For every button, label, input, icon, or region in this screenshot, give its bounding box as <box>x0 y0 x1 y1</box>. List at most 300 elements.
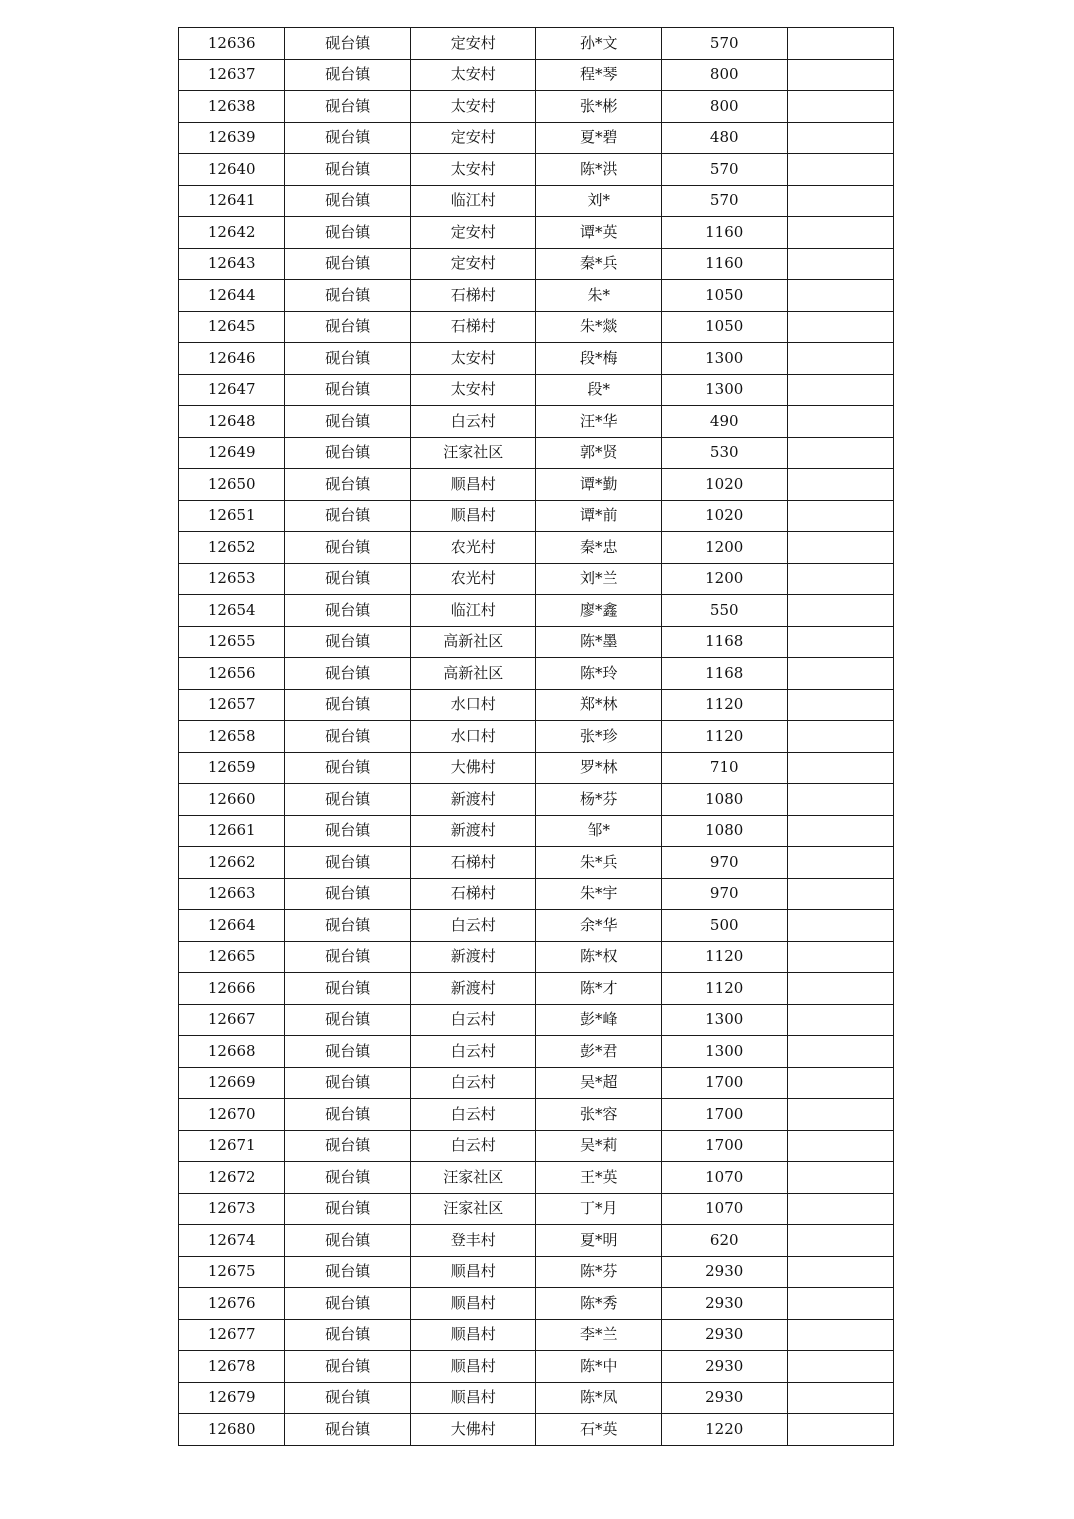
town-cell: 砚台镇 <box>285 658 411 690</box>
village-cell: 定安村 <box>410 217 536 249</box>
note-cell <box>787 122 894 154</box>
town-cell: 砚台镇 <box>285 847 411 879</box>
note-cell <box>787 1004 894 1036</box>
table-row <box>179 752 894 784</box>
village-cell: 临江村 <box>410 185 536 217</box>
town-cell: 砚台镇 <box>285 28 411 60</box>
row-number-cell: 12636 <box>179 28 285 60</box>
note-cell <box>787 1036 894 1068</box>
name-cell: 廖*鑫 <box>536 595 662 627</box>
town-cell: 砚台镇 <box>285 1319 411 1351</box>
note-cell <box>787 1288 894 1320</box>
note-cell <box>787 343 894 375</box>
village-cell: 白云村 <box>410 1099 536 1131</box>
town-cell: 砚台镇 <box>285 595 411 627</box>
table-row <box>179 59 894 91</box>
table-row <box>179 343 894 375</box>
note-cell <box>787 1067 894 1099</box>
amount-cell: 1120 <box>661 941 787 973</box>
row-number-cell: 12642 <box>179 217 285 249</box>
amount-cell: 710 <box>661 752 787 784</box>
row-number-cell: 12660 <box>179 784 285 816</box>
village-cell: 新渡村 <box>410 815 536 847</box>
note-cell <box>787 469 894 501</box>
town-cell: 砚台镇 <box>285 689 411 721</box>
village-cell: 太安村 <box>410 154 536 186</box>
table-row <box>179 658 894 690</box>
name-cell: 秦*兵 <box>536 248 662 280</box>
amount-cell: 1120 <box>661 973 787 1005</box>
village-cell: 顺昌村 <box>410 1288 536 1320</box>
row-number-cell: 12678 <box>179 1351 285 1383</box>
row-number-cell: 12674 <box>179 1225 285 1257</box>
row-number-cell: 12657 <box>179 689 285 721</box>
name-cell: 孙*文 <box>536 28 662 60</box>
note-cell <box>787 1162 894 1194</box>
note-cell <box>787 154 894 186</box>
row-number-cell: 12654 <box>179 595 285 627</box>
amount-cell: 1020 <box>661 500 787 532</box>
amount-cell: 1200 <box>661 532 787 564</box>
table-row <box>179 1414 894 1446</box>
name-cell: 郑*林 <box>536 689 662 721</box>
name-cell: 吴*超 <box>536 1067 662 1099</box>
village-cell: 高新社区 <box>410 626 536 658</box>
amount-cell: 1080 <box>661 784 787 816</box>
village-cell: 临江村 <box>410 595 536 627</box>
table-row <box>179 847 894 879</box>
note-cell <box>787 1382 894 1414</box>
table-row <box>179 1382 894 1414</box>
village-cell: 汪家社区 <box>410 437 536 469</box>
table-row <box>179 721 894 753</box>
amount-cell: 1300 <box>661 374 787 406</box>
table-row <box>179 122 894 154</box>
table-row <box>179 1162 894 1194</box>
town-cell: 砚台镇 <box>285 1067 411 1099</box>
town-cell: 砚台镇 <box>285 1099 411 1131</box>
village-cell: 顺昌村 <box>410 1382 536 1414</box>
town-cell: 砚台镇 <box>285 374 411 406</box>
village-cell: 太安村 <box>410 374 536 406</box>
row-number-cell: 12680 <box>179 1414 285 1446</box>
note-cell <box>787 1099 894 1131</box>
row-number-cell: 12673 <box>179 1193 285 1225</box>
note-cell <box>787 185 894 217</box>
town-cell: 砚台镇 <box>285 311 411 343</box>
name-cell: 陈*权 <box>536 941 662 973</box>
town-cell: 砚台镇 <box>285 878 411 910</box>
note-cell <box>787 815 894 847</box>
village-cell: 登丰村 <box>410 1225 536 1257</box>
town-cell: 砚台镇 <box>285 1036 411 1068</box>
town-cell: 砚台镇 <box>285 1256 411 1288</box>
town-cell: 砚台镇 <box>285 532 411 564</box>
row-number-cell: 12651 <box>179 500 285 532</box>
village-cell: 石梯村 <box>410 311 536 343</box>
amount-cell: 2930 <box>661 1351 787 1383</box>
town-cell: 砚台镇 <box>285 721 411 753</box>
amount-cell: 530 <box>661 437 787 469</box>
name-cell: 彭*君 <box>536 1036 662 1068</box>
row-number-cell: 12667 <box>179 1004 285 1036</box>
note-cell <box>787 1351 894 1383</box>
town-cell: 砚台镇 <box>285 752 411 784</box>
note-cell <box>787 91 894 123</box>
table-row <box>179 154 894 186</box>
name-cell: 丁*月 <box>536 1193 662 1225</box>
note-cell <box>787 280 894 312</box>
amount-cell: 1300 <box>661 343 787 375</box>
amount-cell: 1120 <box>661 721 787 753</box>
name-cell: 李*兰 <box>536 1319 662 1351</box>
amount-cell: 620 <box>661 1225 787 1257</box>
amount-cell: 1168 <box>661 626 787 658</box>
note-cell <box>787 784 894 816</box>
village-cell: 太安村 <box>410 91 536 123</box>
name-cell: 谭*英 <box>536 217 662 249</box>
amount-cell: 500 <box>661 910 787 942</box>
note-cell <box>787 878 894 910</box>
amount-cell: 970 <box>661 847 787 879</box>
amount-cell: 1080 <box>661 815 787 847</box>
village-cell: 定安村 <box>410 122 536 154</box>
amount-cell: 480 <box>661 122 787 154</box>
village-cell: 白云村 <box>410 1004 536 1036</box>
village-cell: 新渡村 <box>410 941 536 973</box>
village-cell: 汪家社区 <box>410 1193 536 1225</box>
table-row <box>179 1225 894 1257</box>
table-body <box>179 28 894 1446</box>
note-cell <box>787 217 894 249</box>
row-number-cell: 12669 <box>179 1067 285 1099</box>
name-cell: 段* <box>536 374 662 406</box>
village-cell: 白云村 <box>410 406 536 438</box>
name-cell: 陈*洪 <box>536 154 662 186</box>
name-cell: 杨*芬 <box>536 784 662 816</box>
village-cell: 定安村 <box>410 248 536 280</box>
note-cell <box>787 626 894 658</box>
town-cell: 砚台镇 <box>285 59 411 91</box>
village-cell: 白云村 <box>410 1067 536 1099</box>
amount-cell: 2930 <box>661 1319 787 1351</box>
village-cell: 顺昌村 <box>410 1319 536 1351</box>
amount-cell: 2930 <box>661 1288 787 1320</box>
row-number-cell: 12653 <box>179 563 285 595</box>
name-cell: 程*琴 <box>536 59 662 91</box>
row-number-cell: 12670 <box>179 1099 285 1131</box>
table-row <box>179 91 894 123</box>
name-cell: 张*彬 <box>536 91 662 123</box>
name-cell: 谭*前 <box>536 500 662 532</box>
town-cell: 砚台镇 <box>285 1225 411 1257</box>
village-cell: 顺昌村 <box>410 469 536 501</box>
amount-cell: 1070 <box>661 1162 787 1194</box>
name-cell: 张*珍 <box>536 721 662 753</box>
name-cell: 谭*勤 <box>536 469 662 501</box>
village-cell: 高新社区 <box>410 658 536 690</box>
village-cell: 农光村 <box>410 563 536 595</box>
village-cell: 石梯村 <box>410 847 536 879</box>
village-cell: 顺昌村 <box>410 1256 536 1288</box>
note-cell <box>787 847 894 879</box>
amount-cell: 1050 <box>661 280 787 312</box>
town-cell: 砚台镇 <box>285 784 411 816</box>
row-number-cell: 12655 <box>179 626 285 658</box>
row-number-cell: 12638 <box>179 91 285 123</box>
name-cell: 王*英 <box>536 1162 662 1194</box>
name-cell: 段*梅 <box>536 343 662 375</box>
table-row <box>179 1130 894 1162</box>
name-cell: 陈*中 <box>536 1351 662 1383</box>
amount-cell: 1220 <box>661 1414 787 1446</box>
name-cell: 朱*燚 <box>536 311 662 343</box>
note-cell <box>787 500 894 532</box>
town-cell: 砚台镇 <box>285 973 411 1005</box>
amount-cell: 570 <box>661 185 787 217</box>
row-number-cell: 12679 <box>179 1382 285 1414</box>
row-number-cell: 12656 <box>179 658 285 690</box>
table-row <box>179 815 894 847</box>
table-row <box>179 1099 894 1131</box>
town-cell: 砚台镇 <box>285 563 411 595</box>
row-number-cell: 12640 <box>179 154 285 186</box>
note-cell <box>787 689 894 721</box>
note-cell <box>787 910 894 942</box>
name-cell: 吴*莉 <box>536 1130 662 1162</box>
town-cell: 砚台镇 <box>285 1130 411 1162</box>
note-cell <box>787 658 894 690</box>
amount-cell: 800 <box>661 59 787 91</box>
table-row <box>179 1004 894 1036</box>
note-cell <box>787 406 894 438</box>
note-cell <box>787 1256 894 1288</box>
note-cell <box>787 941 894 973</box>
note-cell <box>787 437 894 469</box>
name-cell: 陈*墨 <box>536 626 662 658</box>
town-cell: 砚台镇 <box>285 343 411 375</box>
name-cell: 余*华 <box>536 910 662 942</box>
town-cell: 砚台镇 <box>285 941 411 973</box>
row-number-cell: 12668 <box>179 1036 285 1068</box>
amount-cell: 1168 <box>661 658 787 690</box>
row-number-cell: 12648 <box>179 406 285 438</box>
town-cell: 砚台镇 <box>285 91 411 123</box>
table-row <box>179 1351 894 1383</box>
table-row <box>179 563 894 595</box>
table-row <box>179 878 894 910</box>
town-cell: 砚台镇 <box>285 1193 411 1225</box>
row-number-cell: 12661 <box>179 815 285 847</box>
town-cell: 砚台镇 <box>285 248 411 280</box>
town-cell: 砚台镇 <box>285 1162 411 1194</box>
town-cell: 砚台镇 <box>285 1414 411 1446</box>
row-number-cell: 12647 <box>179 374 285 406</box>
amount-cell: 1050 <box>661 311 787 343</box>
note-cell <box>787 595 894 627</box>
village-cell: 白云村 <box>410 1130 536 1162</box>
row-number-cell: 12677 <box>179 1319 285 1351</box>
name-cell: 陈*玲 <box>536 658 662 690</box>
town-cell: 砚台镇 <box>285 185 411 217</box>
table-row <box>179 311 894 343</box>
amount-cell: 490 <box>661 406 787 438</box>
table-row <box>179 280 894 312</box>
note-cell <box>787 532 894 564</box>
village-cell: 白云村 <box>410 910 536 942</box>
town-cell: 砚台镇 <box>285 1004 411 1036</box>
name-cell: 罗*林 <box>536 752 662 784</box>
name-cell: 夏*碧 <box>536 122 662 154</box>
amount-cell: 1300 <box>661 1036 787 1068</box>
town-cell: 砚台镇 <box>285 437 411 469</box>
village-cell: 大佛村 <box>410 1414 536 1446</box>
table-row <box>179 595 894 627</box>
row-number-cell: 12652 <box>179 532 285 564</box>
row-number-cell: 12664 <box>179 910 285 942</box>
village-cell: 水口村 <box>410 689 536 721</box>
table-row <box>179 28 894 60</box>
amount-cell: 2930 <box>661 1382 787 1414</box>
row-number-cell: 12675 <box>179 1256 285 1288</box>
town-cell: 砚台镇 <box>285 1351 411 1383</box>
amount-cell: 570 <box>661 154 787 186</box>
name-cell: 郭*贤 <box>536 437 662 469</box>
amount-cell: 1700 <box>661 1067 787 1099</box>
row-number-cell: 12666 <box>179 973 285 1005</box>
row-number-cell: 12665 <box>179 941 285 973</box>
row-number-cell: 12645 <box>179 311 285 343</box>
amount-cell: 800 <box>661 91 787 123</box>
row-number-cell: 12672 <box>179 1162 285 1194</box>
row-number-cell: 12643 <box>179 248 285 280</box>
table-row <box>179 910 894 942</box>
village-cell: 石梯村 <box>410 280 536 312</box>
row-number-cell: 12649 <box>179 437 285 469</box>
name-cell: 邹* <box>536 815 662 847</box>
town-cell: 砚台镇 <box>285 910 411 942</box>
table-row <box>179 406 894 438</box>
town-cell: 砚台镇 <box>285 815 411 847</box>
amount-cell: 1200 <box>661 563 787 595</box>
village-cell: 太安村 <box>410 343 536 375</box>
town-cell: 砚台镇 <box>285 122 411 154</box>
note-cell <box>787 248 894 280</box>
table-row <box>179 374 894 406</box>
table-row <box>179 1288 894 1320</box>
note-cell <box>787 721 894 753</box>
note-cell <box>787 1130 894 1162</box>
name-cell: 彭*峰 <box>536 1004 662 1036</box>
table-row <box>179 532 894 564</box>
village-cell: 水口村 <box>410 721 536 753</box>
town-cell: 砚台镇 <box>285 406 411 438</box>
name-cell: 朱*兵 <box>536 847 662 879</box>
town-cell: 砚台镇 <box>285 626 411 658</box>
village-cell: 新渡村 <box>410 784 536 816</box>
table-row <box>179 1067 894 1099</box>
row-number-cell: 12663 <box>179 878 285 910</box>
table-row <box>179 185 894 217</box>
village-cell: 太安村 <box>410 59 536 91</box>
row-number-cell: 12676 <box>179 1288 285 1320</box>
table-row <box>179 626 894 658</box>
town-cell: 砚台镇 <box>285 1382 411 1414</box>
amount-cell: 1700 <box>661 1130 787 1162</box>
town-cell: 砚台镇 <box>285 280 411 312</box>
table-row <box>179 784 894 816</box>
row-number-cell: 12644 <box>179 280 285 312</box>
amount-cell: 1300 <box>661 1004 787 1036</box>
note-cell <box>787 1225 894 1257</box>
row-number-cell: 12639 <box>179 122 285 154</box>
row-number-cell: 12650 <box>179 469 285 501</box>
village-cell: 汪家社区 <box>410 1162 536 1194</box>
amount-cell: 1160 <box>661 248 787 280</box>
village-cell: 定安村 <box>410 28 536 60</box>
note-cell <box>787 28 894 60</box>
note-cell <box>787 59 894 91</box>
note-cell <box>787 1414 894 1446</box>
row-number-cell: 12646 <box>179 343 285 375</box>
note-cell <box>787 973 894 1005</box>
note-cell <box>787 1319 894 1351</box>
town-cell: 砚台镇 <box>285 154 411 186</box>
note-cell <box>787 311 894 343</box>
town-cell: 砚台镇 <box>285 500 411 532</box>
note-cell <box>787 563 894 595</box>
row-number-cell: 12637 <box>179 59 285 91</box>
name-cell: 朱* <box>536 280 662 312</box>
row-number-cell: 12641 <box>179 185 285 217</box>
name-cell: 张*容 <box>536 1099 662 1131</box>
amount-cell: 1020 <box>661 469 787 501</box>
amount-cell: 570 <box>661 28 787 60</box>
amount-cell: 1120 <box>661 689 787 721</box>
table-row <box>179 500 894 532</box>
table-row <box>179 217 894 249</box>
row-number-cell: 12658 <box>179 721 285 753</box>
name-cell: 朱*宇 <box>536 878 662 910</box>
name-cell: 石*英 <box>536 1414 662 1446</box>
amount-cell: 2930 <box>661 1256 787 1288</box>
name-cell: 刘* <box>536 185 662 217</box>
data-table <box>178 27 894 1446</box>
village-cell: 顺昌村 <box>410 1351 536 1383</box>
name-cell: 陈*才 <box>536 973 662 1005</box>
name-cell: 汪*华 <box>536 406 662 438</box>
note-cell <box>787 1193 894 1225</box>
row-number-cell: 12671 <box>179 1130 285 1162</box>
town-cell: 砚台镇 <box>285 217 411 249</box>
amount-cell: 550 <box>661 595 787 627</box>
table-row <box>179 1036 894 1068</box>
name-cell: 秦*忠 <box>536 532 662 564</box>
row-number-cell: 12659 <box>179 752 285 784</box>
name-cell: 陈*凤 <box>536 1382 662 1414</box>
amount-cell: 1070 <box>661 1193 787 1225</box>
table-row <box>179 469 894 501</box>
name-cell: 刘*兰 <box>536 563 662 595</box>
amount-cell: 970 <box>661 878 787 910</box>
table-row <box>179 941 894 973</box>
table-row <box>179 1256 894 1288</box>
town-cell: 砚台镇 <box>285 469 411 501</box>
name-cell: 夏*明 <box>536 1225 662 1257</box>
row-number-cell: 12662 <box>179 847 285 879</box>
village-cell: 顺昌村 <box>410 500 536 532</box>
table-row <box>179 1319 894 1351</box>
